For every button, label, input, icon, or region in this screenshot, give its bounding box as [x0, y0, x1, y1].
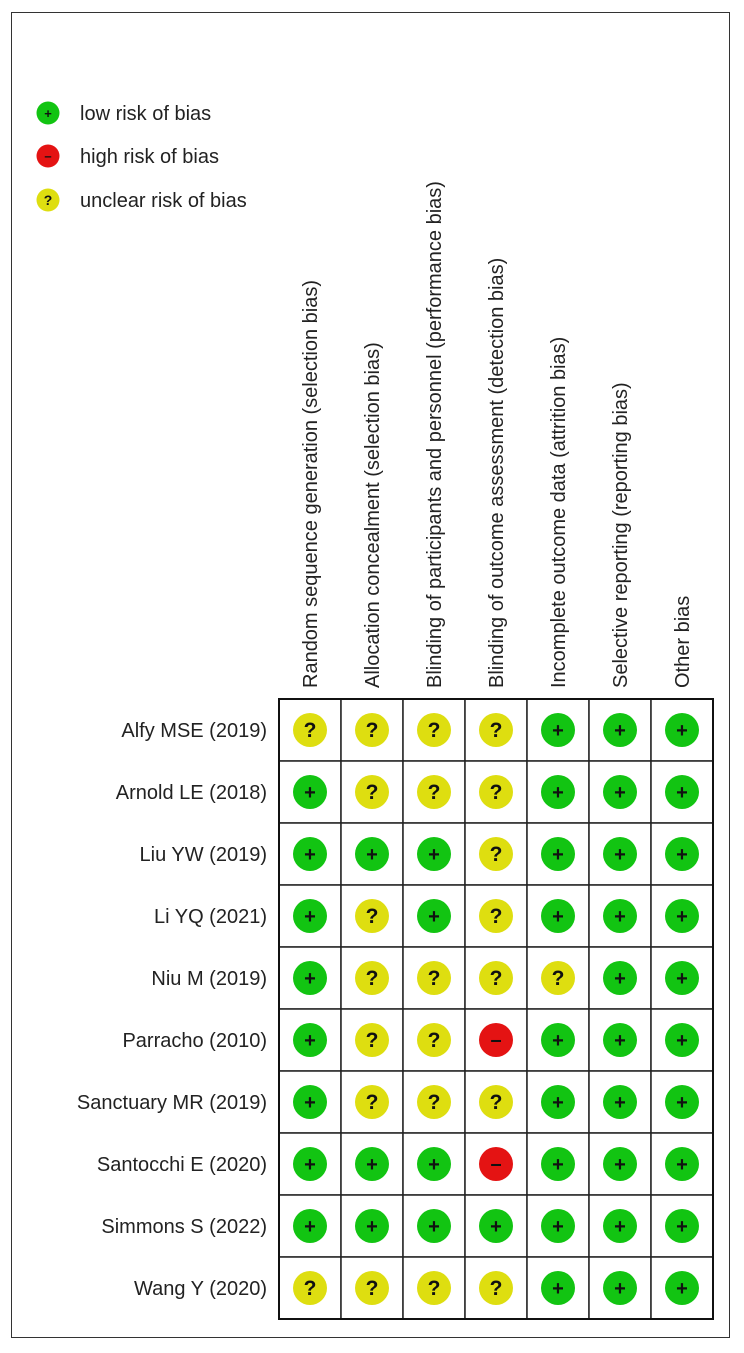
rating-unclear-symbol: ?	[427, 781, 441, 805]
study-label: Simmons S (2022)	[101, 1216, 267, 1238]
column-header: Other bias	[672, 595, 694, 688]
rating-low-symbol: +	[614, 1154, 626, 1177]
rating-low-symbol: +	[614, 1092, 626, 1115]
rating-high-symbol: –	[490, 1029, 502, 1052]
column-header: Blinding of outcome assessment (detection bias)	[486, 257, 508, 688]
rating-low-symbol: +	[676, 844, 688, 867]
rating-unclear-symbol: ?	[365, 1091, 379, 1115]
rating-low-symbol: +	[676, 1216, 688, 1239]
rating-low-symbol: +	[304, 1154, 316, 1177]
rating-unclear-symbol: ?	[551, 967, 565, 991]
legend-label-low: low risk of bias	[80, 103, 212, 125]
rating-low-symbol: +	[676, 1092, 688, 1115]
rating-low-symbol: +	[552, 844, 564, 867]
rating-low-symbol: +	[366, 844, 378, 867]
rating-low-symbol: +	[552, 782, 564, 805]
column-header: Allocation concealment (selection bias)	[362, 342, 384, 688]
rating-low-symbol: +	[304, 906, 316, 929]
legend-unclear-symbol: ?	[43, 191, 53, 208]
legend-low-symbol: +	[44, 105, 52, 121]
rating-unclear-symbol: ?	[365, 719, 379, 743]
legend-label-unclear: unclear risk of bias	[80, 190, 247, 212]
rating-low-symbol: +	[614, 1030, 626, 1053]
rating-unclear-symbol: ?	[489, 719, 503, 743]
rating-unclear-symbol: ?	[489, 781, 503, 805]
rating-low-symbol: +	[676, 1278, 688, 1301]
legend-label-high: high risk of bias	[80, 146, 219, 168]
rating-unclear-symbol: ?	[303, 719, 317, 743]
rating-unclear-symbol: ?	[427, 1091, 441, 1115]
rating-low-symbol: +	[552, 1154, 564, 1177]
rating-low-symbol: +	[428, 1216, 440, 1239]
rating-low-symbol: +	[676, 1030, 688, 1053]
study-label: Liu YW (2019)	[139, 844, 267, 866]
rating-unclear-symbol: ?	[365, 781, 379, 805]
rating-unclear-symbol: ?	[365, 1029, 379, 1053]
study-label: Wang Y (2020)	[133, 1278, 267, 1300]
study-label: Santocchi E (2020)	[96, 1154, 267, 1176]
legend-high-symbol: –	[44, 148, 52, 164]
study-label: Sanctuary MR (2019)	[76, 1092, 267, 1114]
rating-low-symbol: +	[614, 720, 626, 743]
rating-low-symbol: +	[304, 782, 316, 805]
rating-low-symbol: +	[676, 720, 688, 743]
rating-unclear-symbol: ?	[489, 843, 503, 867]
rating-unclear-symbol: ?	[489, 1277, 503, 1301]
rating-low-symbol: +	[676, 906, 688, 929]
rating-low-symbol: +	[428, 1154, 440, 1177]
study-label: Li YQ (2021)	[153, 906, 267, 928]
rating-low-symbol: +	[614, 1278, 626, 1301]
rating-unclear-symbol: ?	[303, 1277, 317, 1301]
column-header: Random sequence generation (selection bias)	[300, 279, 322, 688]
study-label: Arnold LE (2018)	[115, 782, 267, 804]
rating-low-symbol: +	[676, 782, 688, 805]
rating-unclear-symbol: ?	[365, 967, 379, 991]
rating-low-symbol: +	[614, 906, 626, 929]
rating-low-symbol: +	[552, 1278, 564, 1301]
rating-low-symbol: +	[676, 968, 688, 991]
rating-unclear-symbol: ?	[365, 905, 379, 929]
rating-low-symbol: +	[552, 906, 564, 929]
rating-unclear-symbol: ?	[365, 1277, 379, 1301]
rating-low-symbol: +	[366, 1216, 378, 1239]
rating-low-symbol: +	[614, 782, 626, 805]
rating-low-symbol: +	[552, 1092, 564, 1115]
rating-unclear-symbol: ?	[427, 967, 441, 991]
rating-unclear-symbol: ?	[489, 905, 503, 929]
rating-unclear-symbol: ?	[489, 1091, 503, 1115]
rating-low-symbol: +	[304, 1030, 316, 1053]
rating-low-symbol: +	[552, 1216, 564, 1239]
rating-unclear-symbol: ?	[427, 719, 441, 743]
rating-low-symbol: +	[490, 1216, 502, 1239]
study-label: Niu M (2019)	[151, 968, 267, 990]
rating-low-symbol: +	[304, 1216, 316, 1239]
rating-unclear-symbol: ?	[489, 967, 503, 991]
rating-low-symbol: +	[304, 844, 316, 867]
study-label: Alfy MSE (2019)	[121, 720, 267, 742]
rating-low-symbol: +	[428, 906, 440, 929]
column-header: Incomplete outcome data (attrition bias)	[548, 336, 570, 688]
column-header: Blinding of participants and personnel (performance bias)	[424, 181, 446, 688]
rating-high-symbol: –	[490, 1153, 502, 1176]
rating-low-symbol: +	[428, 844, 440, 867]
rating-low-symbol: +	[304, 968, 316, 991]
rating-low-symbol: +	[614, 968, 626, 991]
rating-low-symbol: +	[614, 1216, 626, 1239]
rating-unclear-symbol: ?	[427, 1277, 441, 1301]
rating-low-symbol: +	[552, 1030, 564, 1053]
rating-low-symbol: +	[366, 1154, 378, 1177]
rating-low-symbol: +	[552, 720, 564, 743]
rating-low-symbol: +	[614, 844, 626, 867]
rating-low-symbol: +	[304, 1092, 316, 1115]
rating-unclear-symbol: ?	[427, 1029, 441, 1053]
column-header: Selective reporting (reporting bias)	[610, 382, 632, 688]
study-label: Parracho (2010)	[122, 1030, 267, 1052]
rating-low-symbol: +	[676, 1154, 688, 1177]
